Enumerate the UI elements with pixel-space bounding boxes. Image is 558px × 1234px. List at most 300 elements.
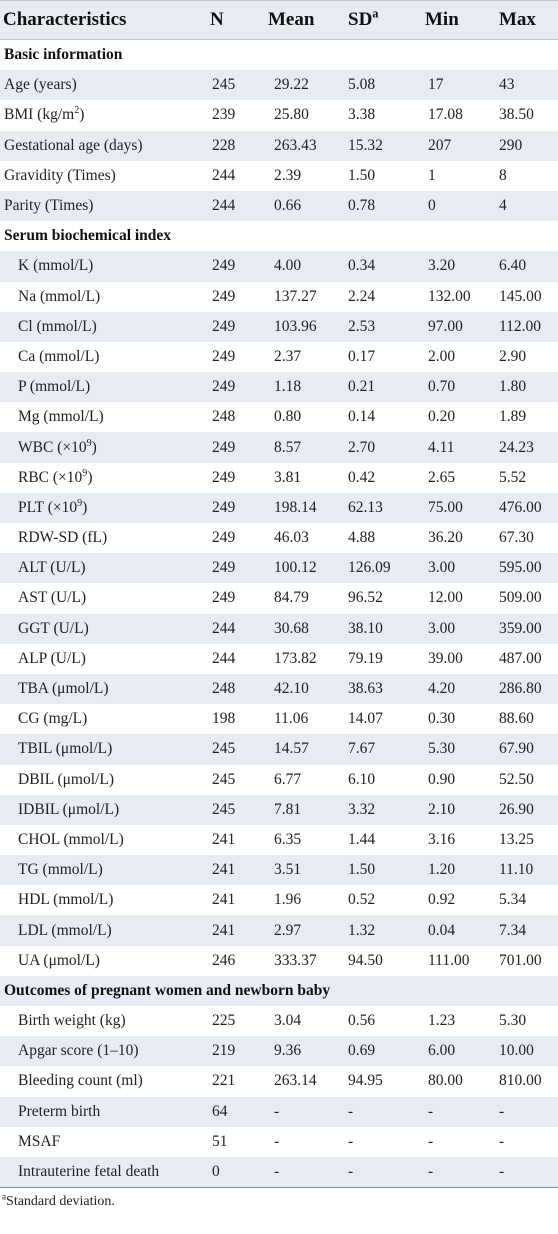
section-row <box>0 221 558 251</box>
cell-min: - <box>428 1163 434 1181</box>
row-label <box>0 771 206 789</box>
row-label-superscript: 9 <box>82 467 88 479</box>
cell-sd: 5.08 <box>348 76 376 94</box>
cell-sd: 38.10 <box>348 619 383 637</box>
footnote-text: Standard deviation. <box>6 1194 115 1210</box>
cell-mean: 42.10 <box>274 680 309 698</box>
cell-min: 1 <box>428 166 436 184</box>
row-label-text: Intrauterine fetal death <box>18 1163 160 1181</box>
table-row <box>0 1127 558 1157</box>
cell-sd: 6.10 <box>348 770 376 788</box>
cell-min: 2.10 <box>428 800 456 818</box>
row-label-text: Cl (mmol/L) <box>18 317 97 335</box>
row-label-text: RBC (×10 <box>18 468 83 486</box>
row-label-text: GGT (U/L) <box>18 619 89 637</box>
cell-max: 5.52 <box>499 468 527 486</box>
cell-n: 249 <box>212 317 236 335</box>
table-row <box>0 1157 558 1187</box>
cell-min: 2.65 <box>428 468 456 486</box>
cell-min: 80.00 <box>428 1072 463 1090</box>
row-label-text: Preterm birth <box>18 1102 101 1120</box>
table-row <box>0 915 558 945</box>
table-row <box>0 402 558 432</box>
section-title <box>0 981 331 1000</box>
row-label <box>0 559 206 577</box>
cell-n: 198 <box>212 710 236 728</box>
row-label <box>0 137 206 155</box>
row-label-text: WBC (×10 <box>18 438 87 456</box>
cell-mean: 2.37 <box>274 347 302 365</box>
table-row <box>0 734 558 764</box>
table-body <box>0 40 558 1187</box>
table-row <box>0 553 558 583</box>
cell-max: 1.80 <box>499 378 527 396</box>
section-row <box>0 976 558 1006</box>
row-label-text: TG (mmol/L) <box>18 861 103 879</box>
section-title <box>0 227 206 245</box>
cell-n: 249 <box>212 468 236 486</box>
table-row <box>0 432 558 462</box>
row-label-text: Na (mmol/L) <box>18 287 101 305</box>
cell-max: - <box>499 1163 505 1181</box>
row-label <box>0 952 206 970</box>
cell-n: 249 <box>212 529 236 547</box>
row-label-text: Birth weight (kg) <box>18 1012 126 1030</box>
cell-min: 3.00 <box>428 559 456 577</box>
row-label-text: Bleeding count (ml) <box>18 1072 143 1090</box>
row-label <box>0 891 206 909</box>
cell-n: 241 <box>212 891 236 909</box>
table-row <box>0 614 558 644</box>
cell-n: 64 <box>212 1102 228 1120</box>
cell-n: 245 <box>212 770 236 788</box>
row-label <box>0 318 206 336</box>
table-row <box>0 885 558 915</box>
header-n: N <box>210 9 224 30</box>
cell-min: 75.00 <box>428 498 463 516</box>
cell-mean: 8.57 <box>274 438 302 456</box>
cell-min: 3.00 <box>428 619 456 637</box>
row-label <box>0 710 206 728</box>
cell-sd: - <box>348 1102 354 1120</box>
cell-min: 4.11 <box>428 438 455 456</box>
header-max: Max <box>499 9 536 30</box>
row-label <box>0 499 206 517</box>
cell-mean: 198.14 <box>274 498 317 516</box>
cell-min: 1.23 <box>428 1012 456 1030</box>
row-label-text: PLT (×10 <box>18 498 78 516</box>
cell-max: 487.00 <box>499 649 542 667</box>
cell-sd: 0.17 <box>348 347 376 365</box>
cell-mean: 14.57 <box>274 740 309 758</box>
cell-n: 51 <box>212 1132 228 1150</box>
row-label-text: Ca (mmol/L) <box>18 347 100 365</box>
row-label-suffix: ) <box>87 468 93 486</box>
row-label-superscript: 9 <box>86 437 92 449</box>
cell-n: 249 <box>212 589 236 607</box>
cell-max: 26.90 <box>499 800 534 818</box>
cell-n: 225 <box>212 1012 236 1030</box>
table-row <box>0 704 558 734</box>
cell-sd: 3.38 <box>348 106 376 124</box>
cell-max: 67.90 <box>499 740 534 758</box>
cell-n: 241 <box>212 830 236 848</box>
table-row <box>0 1066 558 1096</box>
header-min: Min <box>425 9 459 30</box>
cell-sd: 126.09 <box>348 559 391 577</box>
row-label-text: CG (mg/L) <box>18 710 88 728</box>
row-label-text: K (mmol/L) <box>18 257 94 275</box>
cell-mean: 6.77 <box>274 770 302 788</box>
row-label-suffix: ) <box>91 438 97 456</box>
cell-n: 249 <box>212 378 236 396</box>
cell-n: 244 <box>212 649 236 667</box>
cell-sd: 7.67 <box>348 740 376 758</box>
cell-sd: - <box>348 1163 354 1181</box>
cell-sd: 1.50 <box>348 861 376 879</box>
table-row <box>0 100 558 130</box>
cell-sd: 0.78 <box>348 197 376 215</box>
table-row <box>0 131 558 161</box>
cell-sd: 62.13 <box>348 498 383 516</box>
cell-max: 8 <box>499 166 507 184</box>
cell-n: 249 <box>212 347 236 365</box>
row-label-text: TBIL (μmol/L) <box>18 740 113 758</box>
cell-max: 509.00 <box>499 589 542 607</box>
row-label <box>0 257 206 275</box>
cell-max: 145.00 <box>499 287 542 305</box>
cell-n: 221 <box>212 1072 236 1090</box>
cell-max: 38.50 <box>499 106 534 124</box>
cell-mean: 46.03 <box>274 529 309 547</box>
cell-n: 228 <box>212 136 236 154</box>
cell-mean: 1.96 <box>274 891 302 909</box>
cell-mean: 84.79 <box>274 589 309 607</box>
header-sd <box>342 6 422 31</box>
table-row <box>0 795 558 825</box>
cell-max: 476.00 <box>499 498 542 516</box>
cell-n: 0 <box>212 1163 220 1181</box>
cell-sd: 1.44 <box>348 830 376 848</box>
cell-sd: 79.19 <box>348 649 383 667</box>
cell-n: 249 <box>212 498 236 516</box>
table-row <box>0 342 558 372</box>
cell-mean: 103.96 <box>274 317 317 335</box>
cell-mean: 11.06 <box>274 710 309 728</box>
cell-max: 88.60 <box>499 710 534 728</box>
row-label-text: Apgar score (1–10) <box>18 1042 139 1060</box>
row-label <box>0 1042 206 1060</box>
table-row <box>0 372 558 402</box>
table-row <box>0 191 558 221</box>
cell-min: 39.00 <box>428 649 463 667</box>
cell-max: 701.00 <box>499 951 542 969</box>
cell-min: 1.20 <box>428 861 456 879</box>
cell-min: 6.00 <box>428 1042 456 1060</box>
cell-mean: 173.82 <box>274 649 317 667</box>
cell-n: 249 <box>212 257 236 275</box>
cell-min: 132.00 <box>428 287 471 305</box>
cell-mean: 3.51 <box>274 861 302 879</box>
cell-mean: 100.12 <box>274 559 317 577</box>
cell-sd: 96.52 <box>348 589 383 607</box>
row-label <box>0 348 206 366</box>
row-label <box>0 1012 206 1030</box>
cell-max: 67.30 <box>499 529 534 547</box>
cell-sd: - <box>348 1132 354 1150</box>
row-label <box>0 529 206 547</box>
table-row <box>0 282 558 312</box>
cell-min: 5.30 <box>428 740 456 758</box>
table-row <box>0 644 558 674</box>
cell-mean: 30.68 <box>274 619 309 637</box>
cell-mean: 4.00 <box>274 257 302 275</box>
table-row <box>0 825 558 855</box>
row-label-text: UA (μmol/L) <box>18 951 100 969</box>
row-label-text: Gravidity (Times) <box>4 166 116 184</box>
row-label <box>0 1133 206 1151</box>
cell-sd: 94.95 <box>348 1072 383 1090</box>
row-label-text: IDBIL (μmol/L) <box>18 800 120 818</box>
cell-min: 0.30 <box>428 710 456 728</box>
cell-max: 7.34 <box>499 921 527 939</box>
cell-max: 5.34 <box>499 891 527 909</box>
row-label-text: ALP (U/L) <box>18 649 86 667</box>
table-row <box>0 463 558 493</box>
cell-sd: 1.50 <box>348 166 376 184</box>
cell-n: 245 <box>212 76 236 94</box>
cell-min: 3.20 <box>428 257 456 275</box>
table-row <box>0 161 558 191</box>
cell-max: 43 <box>499 76 515 94</box>
cell-n: 244 <box>212 619 236 637</box>
cell-min: 207 <box>428 136 452 154</box>
table-row <box>0 765 558 795</box>
cell-n: 244 <box>212 166 236 184</box>
table-row <box>0 674 558 704</box>
row-label-text: Parity (Times) <box>4 197 94 215</box>
row-label-text: Outcomes of pregnant women and newborn baby <box>4 981 331 999</box>
row-label-text: ALT (U/L) <box>18 559 86 577</box>
cell-n: 244 <box>212 197 236 215</box>
table-row <box>0 312 558 342</box>
row-label <box>0 76 206 94</box>
cell-min: 2.00 <box>428 347 456 365</box>
cell-max: 286.80 <box>499 680 542 698</box>
cell-n: 219 <box>212 1042 236 1060</box>
row-label-superscript: 2 <box>74 105 80 117</box>
table-row <box>0 1036 558 1066</box>
row-label <box>0 650 206 668</box>
cell-max: 11.10 <box>499 861 534 879</box>
row-label <box>0 288 206 306</box>
table-footnote <box>0 1188 558 1210</box>
table-row <box>0 251 558 281</box>
table-row <box>0 1097 558 1127</box>
row-label-superscript: 9 <box>77 497 83 509</box>
cell-sd: 0.21 <box>348 378 376 396</box>
cell-sd: 14.07 <box>348 710 383 728</box>
cell-sd: 94.50 <box>348 951 383 969</box>
row-label-suffix: ) <box>79 106 85 124</box>
table-row <box>0 523 558 553</box>
cell-n: 249 <box>212 438 236 456</box>
cell-max: 52.50 <box>499 770 534 788</box>
cell-sd: 3.32 <box>348 800 376 818</box>
row-label-text: RDW-SD (fL) <box>18 529 108 547</box>
cell-min: 3.16 <box>428 830 456 848</box>
row-label-text: Basic information <box>4 46 123 64</box>
row-label-text: Age (years) <box>4 76 77 94</box>
row-label-text: Mg (mmol/L) <box>18 408 104 426</box>
row-label-text: DBIL (μmol/L) <box>18 770 114 788</box>
cell-min: 0.70 <box>428 378 456 396</box>
cell-mean: - <box>274 1132 280 1150</box>
cell-sd: 2.53 <box>348 317 376 335</box>
cell-n: 245 <box>212 740 236 758</box>
section-title <box>0 46 206 64</box>
cell-mean: 29.22 <box>274 76 309 94</box>
row-label-text: HDL (mmol/L) <box>18 891 114 909</box>
cell-max: 5.30 <box>499 1012 527 1030</box>
cell-mean: 333.37 <box>274 951 317 969</box>
cell-mean: 263.43 <box>274 136 317 154</box>
cell-min: 17 <box>428 76 444 94</box>
cell-n: 246 <box>212 951 236 969</box>
cell-max: 13.25 <box>499 830 534 848</box>
cell-max: - <box>499 1102 505 1120</box>
cell-n: 249 <box>212 559 236 577</box>
row-label <box>0 861 206 879</box>
header-sd-footnote-marker: a <box>372 6 379 21</box>
cell-sd: 2.24 <box>348 287 376 305</box>
cell-max: 359.00 <box>499 619 542 637</box>
cell-min: - <box>428 1132 434 1150</box>
header-sd-text: SD <box>348 9 373 30</box>
cell-sd: 4.88 <box>348 529 376 547</box>
cell-min: 0.04 <box>428 921 456 939</box>
cell-n: 241 <box>212 921 236 939</box>
cell-mean: - <box>274 1163 280 1181</box>
table-row <box>0 70 558 100</box>
row-label-text: LDL (mmol/L) <box>18 921 112 939</box>
footnote-marker: a <box>2 1191 7 1202</box>
cell-max: 4 <box>499 197 507 215</box>
row-label <box>0 801 206 819</box>
cell-sd: 38.63 <box>348 680 383 698</box>
cell-n: 241 <box>212 861 236 879</box>
cell-mean: 2.97 <box>274 921 302 939</box>
row-label <box>0 469 206 487</box>
cell-mean: 2.39 <box>274 166 302 184</box>
row-label-text: CHOL (mmol/L) <box>18 830 124 848</box>
row-label-text: MSAF <box>18 1132 61 1150</box>
table-row <box>0 583 558 613</box>
section-row <box>0 40 558 70</box>
cell-mean: 263.14 <box>274 1072 317 1090</box>
cell-max: - <box>499 1132 505 1150</box>
row-label <box>0 167 206 185</box>
cell-n: 249 <box>212 287 236 305</box>
cell-min: 0.20 <box>428 408 456 426</box>
row-label-suffix: ) <box>82 498 88 516</box>
cell-mean: 3.04 <box>274 1012 302 1030</box>
table-row <box>0 946 558 976</box>
cell-max: 6.40 <box>499 257 527 275</box>
cell-max: 810.00 <box>499 1072 542 1090</box>
row-label-text: Serum biochemical index <box>4 227 172 245</box>
row-label <box>0 1103 206 1121</box>
cell-max: 1.89 <box>499 408 527 426</box>
cell-sd: 2.70 <box>348 438 376 456</box>
row-label <box>0 197 206 215</box>
row-label <box>0 408 206 426</box>
row-label-text: AST (U/L) <box>18 589 87 607</box>
cell-max: 10.00 <box>499 1042 534 1060</box>
header-mean: Mean <box>268 9 315 30</box>
cell-min: - <box>428 1102 434 1120</box>
row-label <box>0 831 206 849</box>
cell-mean: 0.80 <box>274 408 302 426</box>
cell-sd: 0.56 <box>348 1012 376 1030</box>
row-label-text: P (mmol/L) <box>18 378 91 396</box>
table-row <box>0 493 558 523</box>
cell-mean: 25.80 <box>274 106 309 124</box>
cell-sd: 0.14 <box>348 408 376 426</box>
cell-min: 17.08 <box>428 106 463 124</box>
row-label <box>0 106 206 124</box>
row-label <box>0 1163 206 1181</box>
cell-sd: 0.34 <box>348 257 376 275</box>
cell-n: 239 <box>212 106 236 124</box>
header-characteristics: Characteristics <box>3 9 127 30</box>
cell-min: 4.20 <box>428 680 456 698</box>
cell-sd: 15.32 <box>348 136 383 154</box>
cell-mean: 3.81 <box>274 468 302 486</box>
row-label <box>0 620 206 638</box>
cell-mean: 0.66 <box>274 197 302 215</box>
row-label <box>0 740 206 758</box>
row-label <box>0 589 206 607</box>
cell-sd: 0.69 <box>348 1042 376 1060</box>
cell-mean: - <box>274 1102 280 1120</box>
cell-mean: 1.18 <box>274 378 302 396</box>
row-label <box>0 378 206 396</box>
cell-max: 24.23 <box>499 438 534 456</box>
cell-max: 290 <box>499 136 523 154</box>
row-label <box>0 439 206 457</box>
cell-min: 111.00 <box>428 951 470 969</box>
cell-sd: 0.42 <box>348 468 376 486</box>
cell-max: 595.00 <box>499 559 542 577</box>
row-label-text: TBA (μmol/L) <box>18 680 109 698</box>
cell-max: 112.00 <box>499 317 542 335</box>
cell-mean: 9.36 <box>274 1042 302 1060</box>
table-row <box>0 855 558 885</box>
row-label <box>0 922 206 940</box>
cell-mean: 137.27 <box>274 287 317 305</box>
row-label <box>0 680 206 698</box>
cell-min: 12.00 <box>428 589 463 607</box>
cell-mean: 6.35 <box>274 830 302 848</box>
table-header-row <box>0 0 558 40</box>
cell-min: 97.00 <box>428 317 463 335</box>
row-label <box>0 1072 206 1090</box>
cell-max: 2.90 <box>499 347 527 365</box>
cell-min: 0.90 <box>428 770 456 788</box>
row-label-text: BMI (kg/m <box>4 106 75 124</box>
cell-n: 245 <box>212 800 236 818</box>
